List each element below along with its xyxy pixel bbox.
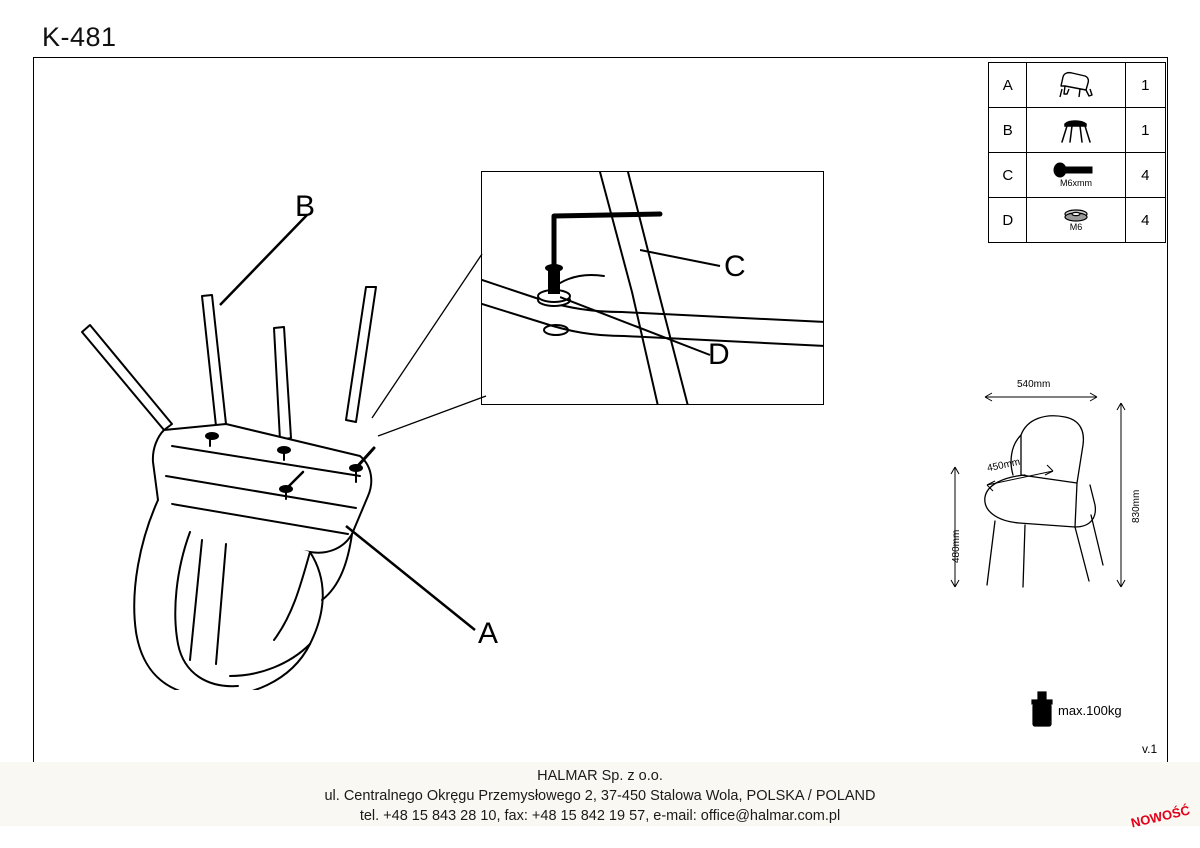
dimension-width: 540mm <box>1017 379 1051 390</box>
part-quantity: 4 <box>1125 198 1165 243</box>
dimension-drawing <box>925 375 1155 605</box>
part-letter: C <box>989 153 1027 198</box>
page-title: K-481 <box>42 22 117 52</box>
company-address: ul. Centralnego Okręgu Przemysłowego 2, 37-450 Stalowa Wola, POLSKA / POLAND <box>324 788 876 804</box>
leader-line-d <box>560 293 720 363</box>
part-image-cell <box>1027 153 1125 198</box>
footer <box>0 762 1200 831</box>
part-spec-label: M6 <box>1069 222 1083 232</box>
part-quantity: 1 <box>1125 108 1165 153</box>
max-load-label: max.100kg <box>1058 702 1122 718</box>
leader-line-a <box>340 520 490 640</box>
table-row <box>989 153 1166 198</box>
part-letter: D <box>989 198 1027 243</box>
company-name: HALMAR Sp. z o.o. <box>537 768 663 784</box>
part-image-cell <box>1027 198 1125 243</box>
callout-c: C <box>724 250 746 283</box>
dimension-seat-depth: 450mm <box>986 456 1022 475</box>
part-spec-label: M6xmm <box>1060 178 1093 188</box>
legs-frame-icon <box>1055 115 1097 145</box>
part-image-cell <box>1027 63 1125 108</box>
max-load-indicator <box>1030 690 1122 730</box>
part-letter: A <box>989 63 1027 108</box>
bolt-icon <box>1050 162 1102 178</box>
washer-icon <box>1059 208 1093 222</box>
armchair-icon <box>1053 70 1099 100</box>
callout-a: A <box>478 617 499 650</box>
part-quantity: 1 <box>1125 63 1165 108</box>
table-row <box>989 108 1166 153</box>
detail-connector-lines <box>360 248 490 448</box>
part-quantity: 4 <box>1125 153 1165 198</box>
part-image-cell <box>1027 108 1125 153</box>
table-row <box>989 198 1166 243</box>
detail-zoom-box <box>481 171 824 405</box>
part-letter: B <box>989 108 1027 153</box>
table-row <box>989 63 1166 108</box>
leader-line-c <box>640 248 730 278</box>
callout-b: B <box>295 190 316 223</box>
version-label: v.1 <box>1142 742 1158 756</box>
dimension-height: 830mm <box>1131 489 1142 523</box>
weight-icon <box>1030 690 1054 730</box>
parts-table <box>988 62 1166 243</box>
dimension-seat-height: 480mm <box>951 529 962 563</box>
callout-d: D <box>708 338 730 371</box>
novelty-badge: NOWOŚĆ <box>1129 802 1192 831</box>
company-contact: tel. +48 15 843 28 10, fax: +48 15 842 19 57, e-mail: office@halmar.com.pl <box>359 808 841 824</box>
